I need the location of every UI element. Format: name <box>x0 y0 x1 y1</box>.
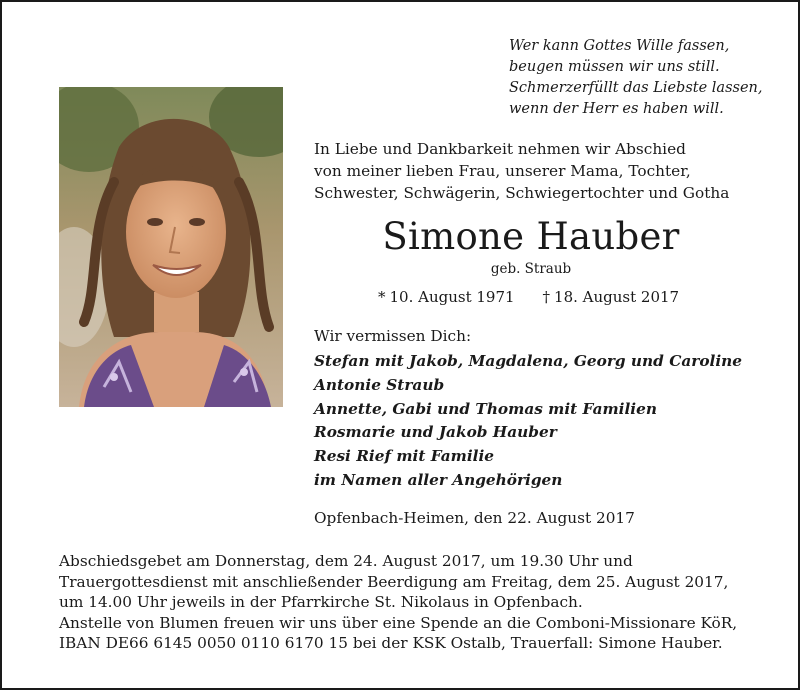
mourner-line: Resi Rief mit Familie <box>314 447 495 466</box>
intro-line: Schwester, Schwägerin, Schwiegertochter und Gotha <box>314 184 730 202</box>
mourner-line: im Namen aller Angehörigen <box>314 470 563 489</box>
portrait-photo <box>59 87 283 407</box>
birth-date: 10. August 1971 <box>389 288 515 306</box>
donation-line: IBAN DE66 6145 0050 0110 6170 15 bei der KSK Ostalb, Trauerfall: Simone Hauber. <box>59 634 723 652</box>
mourners-list <box>314 350 774 493</box>
service-line: um 14.00 Uhr jeweils in der Pfarrkirche St. Nikolaus in Opfenbach. <box>59 593 583 611</box>
farewell-intro <box>314 138 774 204</box>
mourners-heading: Wir vermissen Dich: <box>314 327 472 345</box>
portrait-image <box>59 87 283 407</box>
death-cross-icon: † <box>542 288 551 306</box>
mourner-line: Rosmarie und Jakob Hauber <box>314 423 557 442</box>
mourner-line: Stefan mit Jakob, Magdalena, Georg und Caroline <box>314 352 743 370</box>
poem-line: wenn der Herr es haben will. <box>509 101 724 117</box>
intro-line: von meiner lieben Frau, unserer Mama, Tochter, <box>314 162 691 180</box>
birth-star-icon: * <box>378 288 386 306</box>
poem-line: Schmerzerfüllt das Liebste lassen, <box>509 80 763 96</box>
maiden-name: geb. Straub <box>490 261 572 277</box>
service-line: Trauergottesdienst mit anschließender Beerdigung am Freitag, dem 25. August 2017, <box>59 572 729 591</box>
death-date: 18. August 2017 <box>554 288 680 306</box>
mourner-line: Annette, Gabi und Thomas mit Familien <box>314 399 657 418</box>
mourner-line: Antonie Straub <box>314 375 445 394</box>
deceased-name: Simone Hauber <box>382 215 680 258</box>
service-line: Abschiedsgebet am Donnerstag, dem 24. August 2017, um 19.30 Uhr und <box>59 552 633 570</box>
life-dates <box>378 286 679 308</box>
poem-verse <box>509 36 779 120</box>
service-details <box>59 551 779 654</box>
poem-line: beugen müssen wir uns still. <box>509 59 720 75</box>
intro-line: In Liebe und Dankbarkeit nehmen wir Abschied <box>314 140 686 158</box>
place-and-date: Opfenbach-Heimen, den 22. August 2017 <box>314 509 635 527</box>
poem-line: Wer kann Gottes Wille fassen, <box>509 38 730 54</box>
donation-line: Anstelle von Blumen freuen wir uns über eine Spende an die Comboni-Missionare KöR, <box>59 613 738 632</box>
